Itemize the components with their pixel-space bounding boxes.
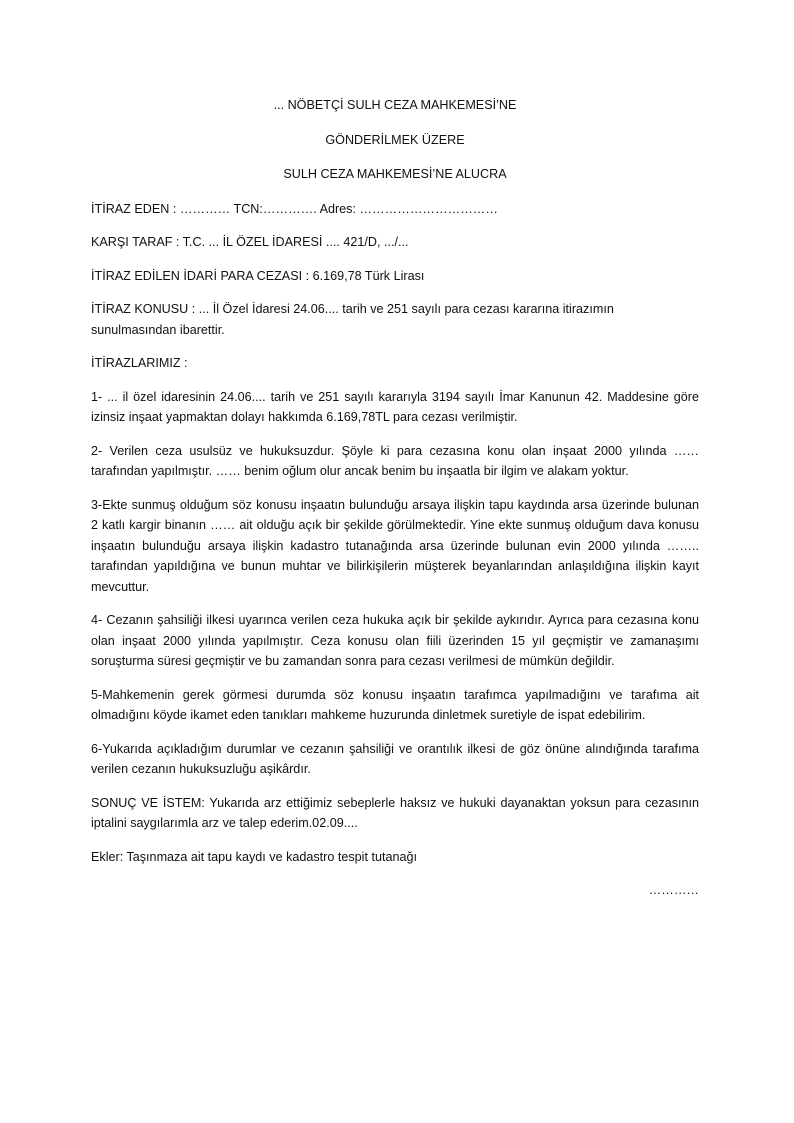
signature-placeholder: …………: [648, 883, 699, 897]
objection-item-4: 4- Cezanın şahsiliği ilkesi uyarınca verilen ceza hukuka açık bir şekilde aykırıdır. Ayrıca para cezasına konu olan inşaat 2000 yılında yapılmıştır. Ceza konusu olan fiili üzerinden 15 yıl geçmiştir ve zamanaşımı soruşturma süresi geçmiştir ve bu zamandan sonra para cezası verilmesi de mümkün değildir.: [91, 613, 699, 668]
petition-document: [91, 95, 699, 914]
receiving-court: SULH CEZA MAHKEMESİ’NE ALUCRA: [283, 167, 507, 181]
objection-item-1: 1- ... il özel idaresinin 24.06.... tarih ve 251 sayılı kararıyla 3194 sayılı İmar Kanunun 42. Maddesine göre izinsiz inşaat yapmaktan dolayı hakkımda 6.169,78TL para cezası verilmiştir.: [91, 389, 699, 424]
objection-item-3: 3-Ekte sunmuş olduğum söz konusu inşaatın bulunduğu arsaya ilişkin tapu kaydında arsa üzerinde bulunan 2 katlı kargir binanın …… ait olduğu açık bir şekilde görülmektedir. Yine ekte sunmuş olduğum dava konusu inşaatın bulunduğu arsaya ilişkin kadastro tutanağında arsa üzerinde bulunan evin 2000 yılında …….. tarafından yapıldığına ve bunun muhtar ve bilirkişilerin müşterek beyanlarından anlaşıldığına ilişkin kayıt mevcuttur.: [91, 497, 699, 594]
opposing-party-field: KARŞI TARAF : T.C. ... İL ÖZEL İDARESİ .... 421/D, .../...: [91, 235, 409, 249]
objection-subject-field: İTİRAZ KONUSU : ... İl Özel İdaresi 24.06.... tarih ve 251 sayılı para cezası kararına itirazımın sunulmasından ibarettir.: [91, 302, 614, 337]
attachments-line: Ekler: Taşınmaza ait tapu kaydı ve kadastro tespit tutanağı: [91, 849, 417, 864]
objections-heading: İTİRAZLARIMIZ :: [91, 356, 188, 370]
objection-item-6: 6-Yukarıda açıkladığım durumlar ve cezanın şahsiliği ve orantılık ilkesi de göz önüne alındığında tarafıma verilen cezanın hukuksuzluğu aşikârdır.: [91, 741, 699, 776]
penalty-amount-field: İTİRAZ EDİLEN İDARİ PARA CEZASI : 6.169,78 Türk Lirası: [91, 268, 425, 283]
conclusion-request: SONUÇ VE İSTEM: Yukarıda arz ettiğimiz sebeplerle haksız ve hukuki dayanaktan yoksun para cezasının iptalini saygılarımla arz ve talep ederim.02.09....: [91, 795, 699, 830]
forwarding-note: GÖNDERİLMEK ÜZERE: [325, 132, 465, 147]
objection-item-5: 5-Mahkemenin gerek görmesi durumda söz konusu inşaatın tarafımca yapılmadığını ve tarafıma ait olmadığını köyde ikamet eden tanıkları mahkeme huzurunda dinletmek suretiyle de ispat edebilirim.: [91, 687, 699, 722]
objector-field: İTİRAZ EDEN : ………… TCN:…………. Adres: ……………………………: [91, 201, 498, 216]
court-title: ... NÖBETÇİ SULH CEZA MAHKEMESİ’NE: [273, 98, 517, 112]
objection-item-2: 2- Verilen ceza usulsüz ve hukuksuzdur. Şöyle ki para cezasına konu olan inşaat 2000 yılında …… tarafından yapılmıştır. …… benim oğlum olur ancak benim bu inşaatla bir ilgim ve alakam yoktur.: [91, 443, 699, 478]
